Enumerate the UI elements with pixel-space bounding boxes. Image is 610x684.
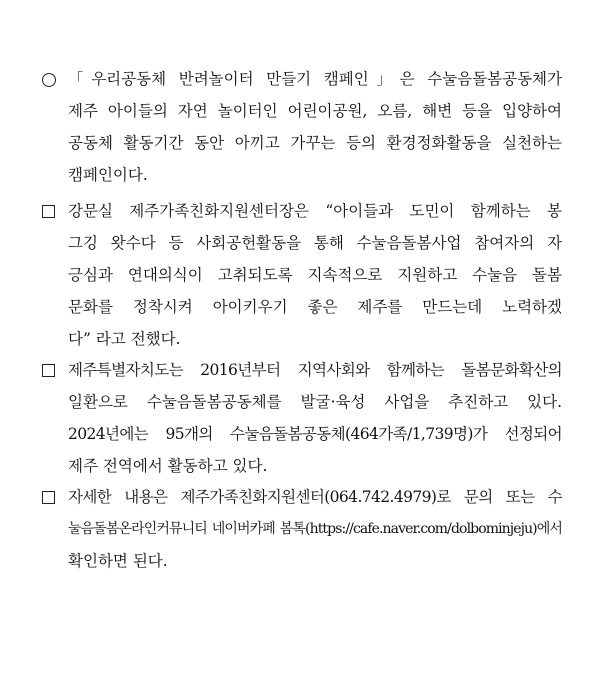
text-line: 강문실 제주가족친화지원센터장은 “아이들과 도민이 함께하는 봉 xyxy=(68,202,562,220)
text-line: 일환으로 수눌음돌봄공동체를 발굴·육성 사업을 추진하고 있다. xyxy=(68,393,562,411)
text-line: 긍심과 연대의식이 고취되도록 지속적으로 지원하고 수눌음 돌봄 xyxy=(68,266,562,284)
text-line: 「우리공동체 반려놀이터 만들기 캠페인」은 수눌음돌봄공동체가 xyxy=(68,70,562,88)
text-line-phone: 자세한 내용은 제주가족친화지원센터(064.742.4979)로 문의 또는 수 xyxy=(68,488,562,506)
text-line: 2024년에는 95개의 수눌음돌봄공동체(464가족/1,739명)가 선정되어 xyxy=(68,425,562,443)
square-bullet-icon xyxy=(42,364,55,377)
text-line: 문화를 정착시켜 아이키우기 좋은 제주를 만드는데 노력하겠 xyxy=(68,298,562,316)
text-line: 공동체 활동기간 동안 아끼고 가꾸는 등의 환경정화활동을 실천하는 xyxy=(68,134,562,152)
text-line: 그깅 왓수다 등 사회공헌활동을 통해 수눌음돌봄사업 참여자의 자 xyxy=(68,234,562,252)
text-line-url: 눌음돌봄온라인커뮤니티 네이버카페 봄톡(https://cafe.naver.com/dolbominjeju)에서 xyxy=(68,521,562,537)
text-line: 캠페인이다. xyxy=(68,166,148,184)
text-line: 제주 아이들의 자연 놀이터인 어린이공원, 오름, 해변 등을 입양하여 xyxy=(68,102,562,120)
square-bullet-icon xyxy=(42,205,55,218)
text-line: 제주 전역에서 활동하고 있다. xyxy=(68,457,268,475)
text-line: 확인하면 된다. xyxy=(68,552,168,570)
square-bullet-icon xyxy=(42,491,55,504)
text-line: 제주특별자치도는 2016년부터 지역사회와 함께하는 돌봄문화확산의 xyxy=(68,361,562,379)
text-line: 다” 라고 전했다. xyxy=(68,330,181,348)
circle-bullet-icon xyxy=(42,73,56,87)
